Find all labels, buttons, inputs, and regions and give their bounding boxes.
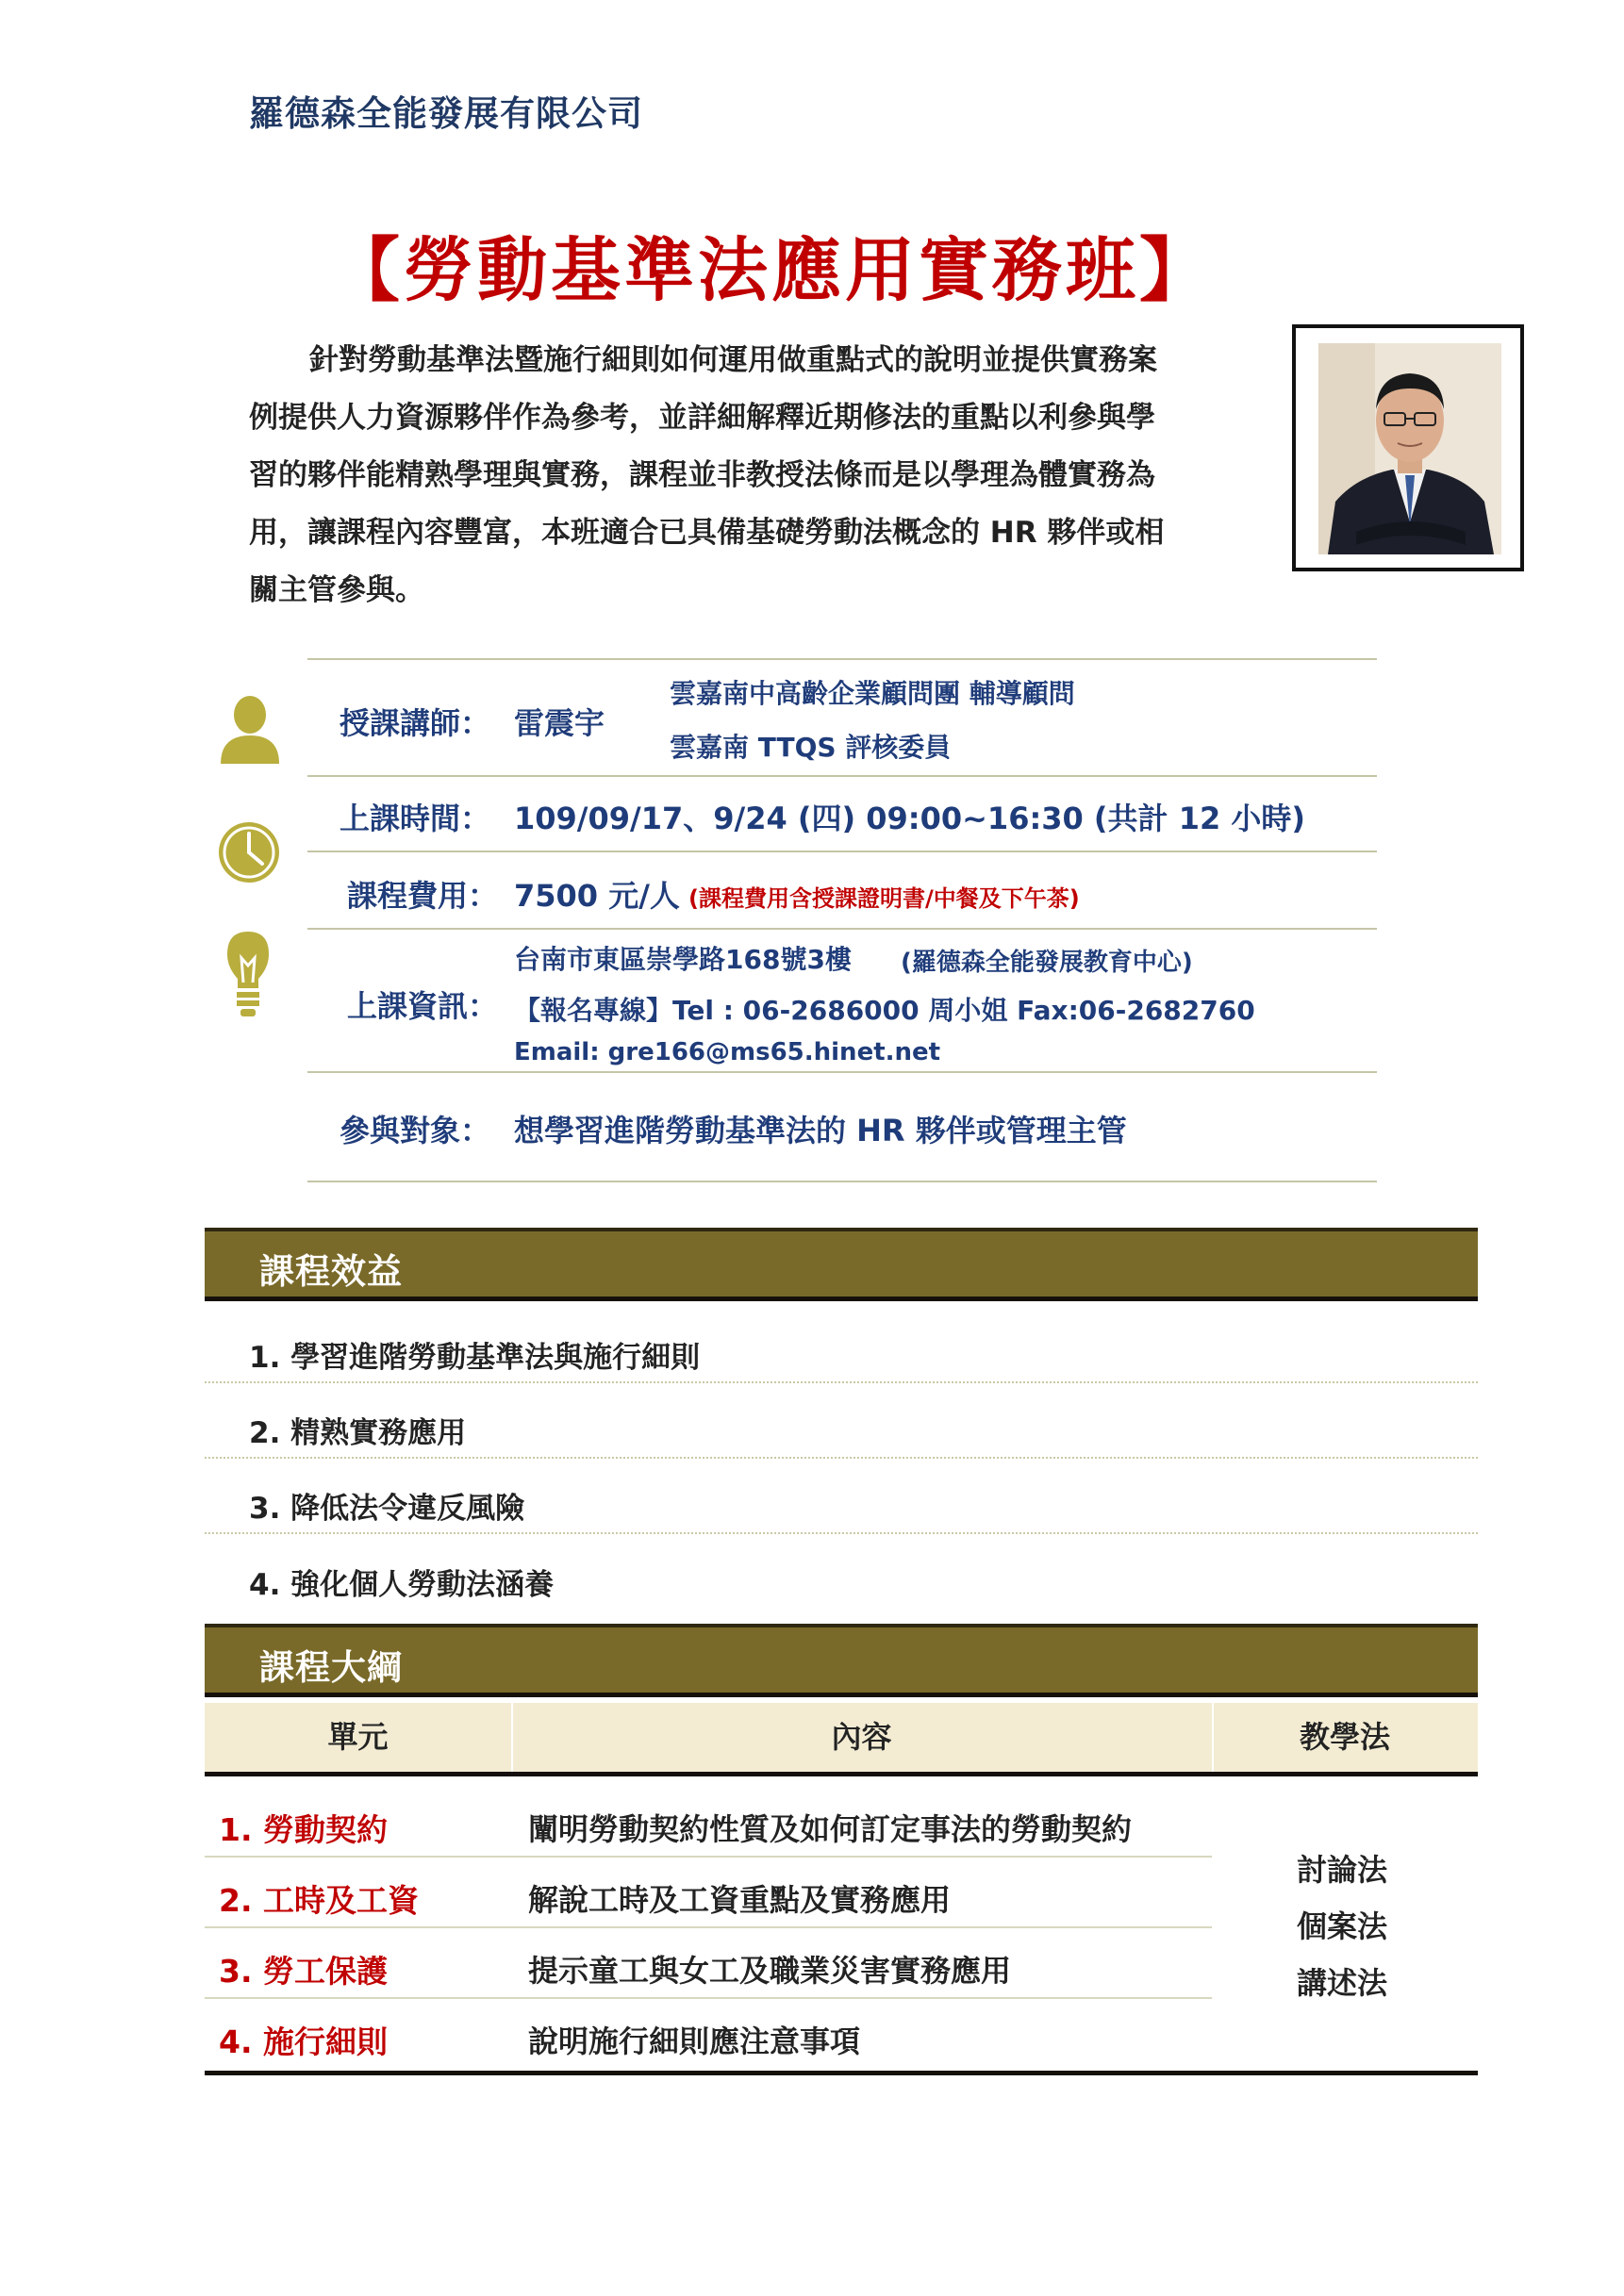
audience-label: 參與對象：	[340, 1113, 491, 1148]
info-divider	[307, 928, 1377, 930]
outline-content: 提示童工與女工及職業災害實務應用	[528, 1953, 1012, 1989]
column-header-method: 教學法	[1299, 1719, 1390, 1755]
instructor-name: 雷震宇	[514, 705, 605, 741]
intro-line: 用，讓課程內容豐富，本班適合已具備基礎勞動法概念的 HR 夥伴或相	[249, 516, 1165, 550]
audience-value: 想學習進階勞動基準法的 HR 夥伴或管理主管	[514, 1113, 1127, 1148]
info-divider	[307, 1071, 1377, 1073]
info-divider	[307, 851, 1377, 852]
lightbulb-icon	[224, 930, 272, 1024]
outline-content: 說明施行細則應注意事項	[528, 2023, 861, 2059]
instructor-photo-frame	[1292, 324, 1524, 571]
venue-center: (羅德森全能發展教育中心)	[901, 949, 1193, 977]
outline-title: 課程大綱	[259, 1647, 403, 1688]
teaching-method: 討論法	[1297, 1852, 1388, 1888]
outline-content: 闡明勞動契約性質及如何訂定事法的勞動契約	[528, 1811, 1133, 1847]
intro-line: 針對勞動基準法暨施行細則如何運用做重點式的說明並提供實務案	[309, 343, 1157, 377]
outline-table-header	[205, 1703, 1478, 1776]
venue-contact: 【報名專線】Tel : 06-2686000 周小姐 Fax:06-2682760	[514, 995, 1255, 1026]
fee-value: 7500 元/人	[514, 878, 680, 914]
intro-line: 關主管參與。	[249, 573, 424, 607]
instructor-photo	[1318, 343, 1501, 554]
table-bottom-border	[205, 2071, 1478, 2075]
outline-header-bar	[205, 1624, 1478, 1697]
course-title: 【勞動基準法應用實務班】	[330, 230, 1213, 311]
info-divider	[307, 775, 1377, 777]
table-row-divider	[205, 1997, 1212, 1999]
teaching-method: 個案法	[1297, 1908, 1388, 1944]
venue-address: 台南市東區崇學路168號3樓	[514, 944, 852, 975]
venue-email: Email: gre166@ms65.hinet.net	[514, 1038, 941, 1066]
outline-unit: 1. 勞動契約	[219, 1811, 388, 1848]
outline-unit: 2. 工時及工資	[219, 1882, 419, 1919]
benefit-divider	[205, 1532, 1478, 1534]
benefit-divider	[205, 1381, 1478, 1383]
benefit-item: 1. 學習進階勞動基準法與施行細則	[249, 1341, 701, 1375]
outline-unit: 3. 勞工保護	[219, 1953, 388, 1990]
benefit-item: 2. 精熟實務應用	[249, 1416, 467, 1450]
intro-paragraph	[249, 332, 1268, 619]
table-row-divider	[205, 1856, 1212, 1858]
instructor-title: 雲嘉南 TTQS 評核委員	[670, 732, 952, 763]
column-header-content: 內容	[831, 1719, 892, 1755]
person-icon	[219, 694, 281, 768]
teaching-method: 講述法	[1297, 1965, 1388, 2001]
benefits-title: 課程效益	[259, 1251, 403, 1292]
venue-label: 上課資訊：	[347, 988, 499, 1024]
intro-line: 例提供人力資源夥伴作為參考，並詳細解釋近期修法的重點以利參與學	[249, 401, 1155, 435]
time-label: 上課時間：	[340, 801, 491, 836]
fee-label: 課程費用：	[347, 878, 499, 914]
benefit-item: 3. 降低法令違反風險	[249, 1492, 525, 1526]
benefit-item: 4. 強化個人勞動法涵養	[249, 1568, 555, 1602]
intro-line: 習的夥伴能精熟學理與實務，課程並非教授法條而是以學理為體實務為	[249, 458, 1155, 492]
info-divider	[307, 1181, 1377, 1182]
clock-icon	[217, 817, 281, 890]
fee-note: (課程費用含授課證明書/中餐及下午茶)	[688, 885, 1080, 912]
outline-unit: 4. 施行細則	[219, 2023, 388, 2060]
instructor-label: 授課講師：	[340, 705, 491, 741]
column-header-unit: 單元	[327, 1719, 389, 1755]
benefits-header-bar	[205, 1228, 1478, 1301]
company-name: 羅德森全能發展有限公司	[249, 93, 643, 134]
table-row-divider	[205, 1926, 1212, 1928]
info-divider	[307, 658, 1377, 660]
benefit-divider	[205, 1457, 1478, 1459]
time-value: 109/09/17、9/24 (四) 09:00~16:30 (共計 12 小時)	[514, 801, 1305, 836]
instructor-title: 雲嘉南中高齡企業顧問團 輔導顧問	[670, 678, 1075, 709]
outline-content: 解說工時及工資重點及實務應用	[528, 1882, 952, 1918]
